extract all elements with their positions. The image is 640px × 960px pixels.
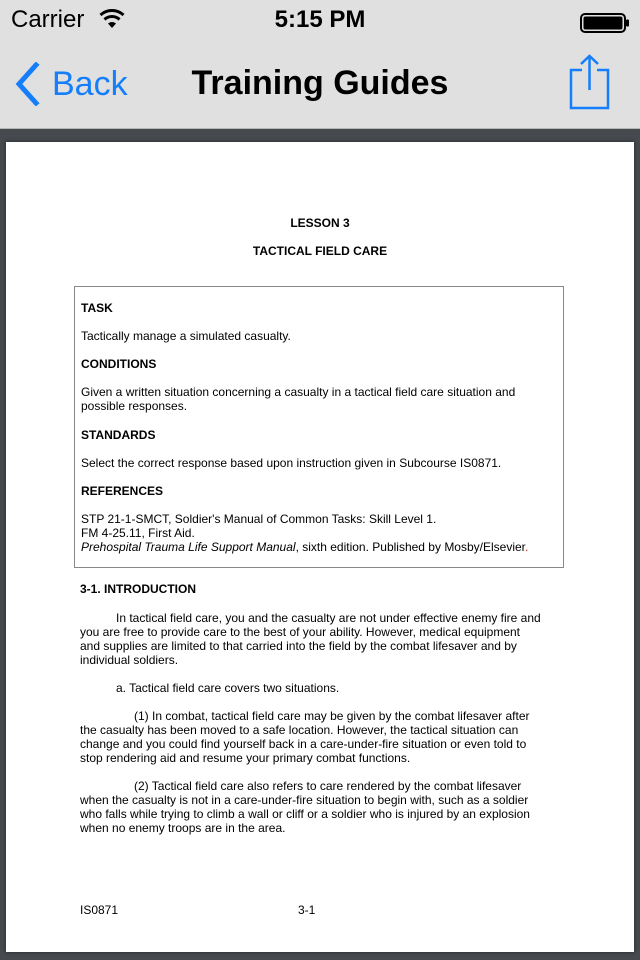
footer-page-number: 3-1 <box>298 903 316 917</box>
text-line: the casualty has been moved to a safe location. However, the tactical situation can <box>80 723 519 737</box>
text-line: when no enemy troops are in the area. <box>80 821 286 835</box>
text-line: (2) Tactical field care also refers to care rendered by the combat lifesaver <box>134 779 522 793</box>
status-bar <box>0 0 640 40</box>
share-button[interactable] <box>566 54 614 117</box>
task-text: Tactically manage a simulated casualty. <box>81 329 291 343</box>
share-icon <box>566 54 614 112</box>
page-title: Training Guides <box>191 64 449 102</box>
conditions-line: possible responses. <box>81 399 188 413</box>
text-line: you are free to provide care to the best of your ability. However, medical equipment <box>80 625 521 639</box>
lesson-number: LESSON 3 <box>290 216 350 230</box>
text-line: and supplies are limited to that carried into the field by the combat lifesaver and by <box>80 639 517 653</box>
text-line: a. Tactical field care covers two situations. <box>116 681 340 695</box>
back-label: Back <box>52 64 128 103</box>
standards-heading: STANDARDS <box>81 428 156 442</box>
navigation-header <box>0 0 640 129</box>
objectives-box <box>74 286 564 568</box>
text-line: who falls while trying to climb a wall or cliff or a soldier who is injured by an explosion <box>80 807 530 821</box>
text-line: stop rendering aid and resume your primary combat functions. <box>80 751 411 765</box>
conditions-line: Given a written situation concerning a casualty in a tactical field care situation and <box>81 385 516 399</box>
footer-course-code: IS0871 <box>80 903 119 917</box>
text-line: In tactical field care, you and the casualty are not under effective enemy fire and <box>116 611 541 625</box>
battery-full-icon <box>580 12 630 40</box>
intro-heading: 3-1. INTRODUCTION <box>80 582 197 596</box>
references-list <box>81 512 528 554</box>
item-a <box>80 681 560 695</box>
text-line: change and you could find yourself back in a care-under-fire situation or even told to <box>80 737 527 751</box>
carrier-label: Carrier <box>11 6 85 33</box>
lesson-title: TACTICAL FIELD CARE <box>252 244 388 258</box>
text-line: (1) In combat, tactical field care may be given by the combat lifesaver after <box>134 709 530 723</box>
text-line: when the casualty is not in a care-under-fire situation to begin with, such as a soldier <box>80 793 529 807</box>
references-heading: REFERENCES <box>81 484 164 498</box>
reference-item: STP 21-1-SMCT, Soldier's Manual of Common Tasks: Skill Level 1. <box>81 512 437 526</box>
reference-title: Prehospital Trauma Life Support Manual <box>81 540 296 554</box>
document-page[interactable] <box>6 142 634 952</box>
standards-text: Select the correct response based upon instruction given in Subcourse IS0871. <box>81 456 502 470</box>
task-heading: TASK <box>81 301 113 315</box>
conditions-text <box>81 385 515 413</box>
text-line: individual soldiers. <box>80 653 179 667</box>
reference-end-mark: . <box>525 540 529 554</box>
item-2-paragraph <box>80 779 560 835</box>
reference-item <box>81 540 528 554</box>
conditions-heading: CONDITIONS <box>81 357 157 371</box>
clock: 5:15 PM <box>274 6 366 33</box>
reference-item: FM 4-25.11, First Aid. <box>81 526 195 540</box>
item-1-paragraph <box>80 709 560 765</box>
intro-paragraph <box>80 611 560 667</box>
reference-detail: , sixth edition. Published by Mosby/Elsevier <box>295 540 526 554</box>
nav-bar <box>0 40 640 128</box>
